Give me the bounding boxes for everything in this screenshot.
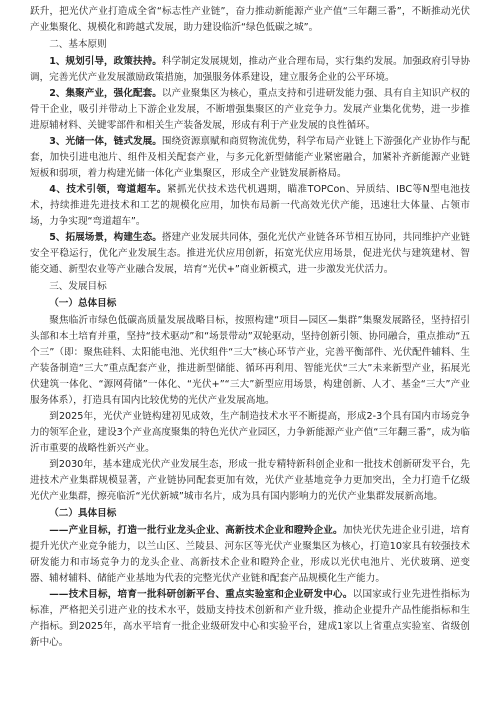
principle-3-text: 围绕资源禀赋和商贸物流优势，科学布局产业链上下游强化产业协作与配套，加快引进电池片、组件及相关配套产业，与多元化新型储能产业紧密融合，加紧补齐新能源产业链短板和弱项，着力构建光储一体化产业集聚区，形成全产业链发展新格局。: [30, 136, 470, 179]
principle-1-text: 科学制定发展规划，推动产业合理布局，实行集约发展。加强政府引导协调，完善光伏产业发展激励政策措施，加强服务体系建设，建立服务企业的公平环境。: [30, 56, 470, 83]
technology-target-paragraph: [30, 587, 470, 651]
industry-target-paragraph: [30, 523, 470, 587]
overall-goal-paragraph: 聚焦临沂市绿色低碳高质量发展战略目标，按照构建“项目—园区—集群”集聚发展路径，坚持招引头部和本土培育并重，坚持“技术驱动”和“场景带动”双轮驱动，坚持创新引领、协同融合，重点推动“五个三”（即：聚焦硅料、太阳能电池、光伏组件“三大”核心环节产业，完善平衡部件、光伏配件辅料、生产装备制造“三大”重点配套产业，推进新型储能、循环再利用、智能光伏“三大”未来新型产业，拓展光伏建筑一体化、“源网荷储”一体化、“光伏+”“三大”新型应用场景，构建创新、人才、基金“三大”产业服务体系），打造具有国内比较优势的光伏产业发展高地。: [30, 315, 470, 406]
principle-3: [30, 134, 470, 182]
principle-5: [30, 230, 470, 278]
principle-4-lead: 4、技术引领，弯道超车。: [49, 184, 167, 195]
goal-2025-paragraph: 到2025年，光伏产业链构建初见成效，生产制造技术水平不断提高，形成2-3个具有国内市场竞争力的领军企业，建设3个产业高度聚集的特色光伏产业园区，力争新能源产业产值“三年翻三番”，成为临沂市重要的战略性新兴产业。: [30, 411, 470, 454]
principle-2-text: 以产业聚集区为核心，重点支持和引进研发能力强、具有自主知识产权的骨干企业，吸引并带动上下游企业发展，不断增强集聚区的产业竞争力。发展产业集化优势，进一步推进原辅材料、关键零部件和相关生产装备发展，形成有利于产业发展的良性循环。: [30, 88, 470, 131]
principle-2: [30, 86, 470, 134]
principle-4: [30, 182, 470, 230]
section-heading-goals: 三、发展目标: [49, 281, 107, 292]
subheading-specific-goals: （二）具体目标: [49, 508, 117, 519]
intro-paragraph: 跃升，把光伏产业打造成全省“标志性产业链”，奋力推动新能源产业产值“三年翻三番”，不断推动光伏产业集聚化、规模化和跨越式发展，助力建设临沂“绿色低碳之城”。: [30, 6, 470, 33]
principle-1-lead: 1、规划引导，政策扶持。: [49, 56, 162, 67]
industry-target-lead: ——产业目标，打造一批行业龙头企业、高新技术企业和瞪羚企业。: [49, 525, 343, 536]
principle-2-lead: 2、集聚产业，强化配套。: [49, 88, 162, 99]
principle-4-text: 紧抓光伏技术迭代机遇期，瞄准TOPCon、异质结、IBC等N型电池技术，持续推进先进技术和工艺的规模化应用，加快布局新一代高效光伏产能，迅速壮大体量、占领市场，力争实现“弯道超车”。: [30, 184, 470, 227]
industry-target-text: 加快光伏先进企业引进，培育提升光伏产业竞争能力，以兰山区、兰陵县、河东区等光伏产业聚集区为核心，打造10家具有较强技术研发能力和市场竞争力的龙头企业、高新技术企业和瞪羚企业，形成以光伏电池片、光伏玻璃、逆变器、辅材辅料、储能产业基地为代表的完整光伏产业链和配套产品规模化生产能力。: [30, 525, 471, 584]
subheading-overall-goal: （一）总体目标: [49, 298, 117, 309]
principle-5-lead: 5、拓展场景，构建生态。: [49, 232, 162, 243]
technology-target-text: 以国家或行业先进性指标为标准，严格把关引进产业的技术水平，鼓励支持技术创新和产业升级，推动企业提升产品性能指标和生产指标。到2025年，高水平培育一批企业级研发中心和实验平台，建成1家以上省重点实验室、省级创新中心。: [30, 589, 471, 648]
technology-target-lead: ——技术目标，培育一批科研创新平台、重点实验室和企业研发中心。: [49, 589, 353, 600]
principle-3-lead: 3、光储一体，链式发展。: [49, 136, 162, 147]
principle-1: [30, 54, 470, 86]
section-heading-principles: 二、基本原则: [49, 39, 107, 50]
goal-2030-paragraph: 到2030年，基本建成光伏产业发展生态，形成一批专精特新科创企业和一批技术创新研发平台，先进技术产业集群规模显著，产业链协同配套更加有效，光伏产业基地竞争力更加突出，全力打造千亿级光伏产业集群，擦亮临沂“光伏新城”城市名片，成为具有国内影响力的光伏产业集群发展新高地。: [30, 459, 470, 502]
principle-5-text: 搭建产业发展共同体，强化光伏产业链各环节相互协同，共同维护产业链安全平稳运行，优化产业发展生态。推进光伏应用创新，拓宽光伏应用场景，促进光伏与建筑建材、智能交通、新型农业等产业融合发展，培育“光伏+”商业新模式，进一步激发光伏活力。: [30, 232, 470, 275]
